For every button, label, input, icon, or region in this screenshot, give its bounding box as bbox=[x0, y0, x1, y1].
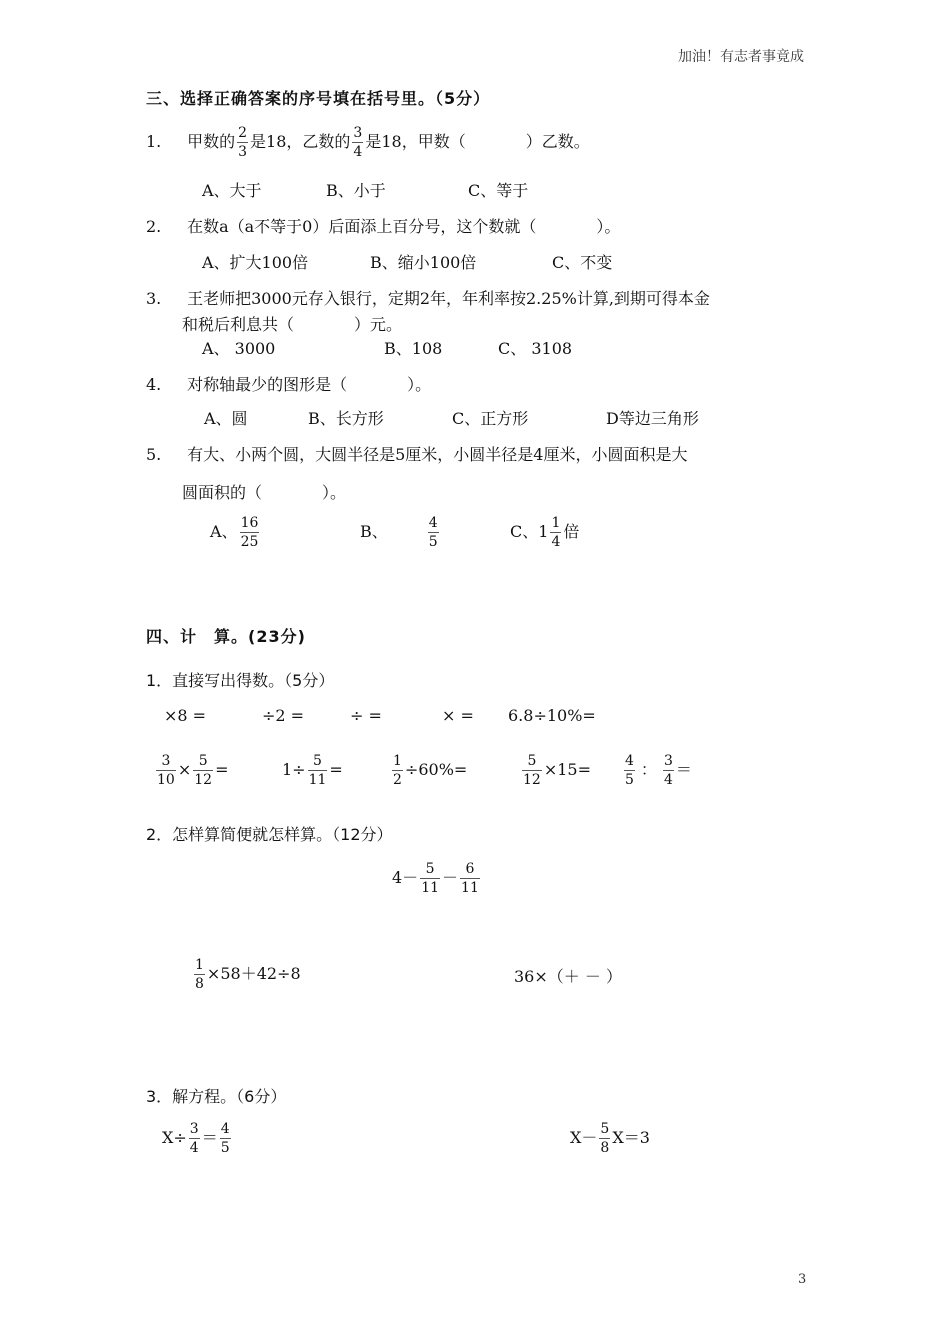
page-number: 3 bbox=[798, 1272, 807, 1287]
question-text: 有大、小两个圆，大圆半径是5厘米，小圆半径是4厘米，小圆面积是大 bbox=[187, 445, 688, 464]
question-text: 王老师把3000元存入银行，定期2年，年利率按2.25%计算,到期可得本金 bbox=[187, 289, 710, 308]
question-text: 是18，甲数（ bbox=[365, 132, 466, 151]
equation-2: X－ $\frac{5}{8}$ X＝3 bbox=[570, 1121, 650, 1156]
question-5 bbox=[146, 442, 687, 465]
q4-option-a: A、圆 bbox=[204, 409, 248, 428]
q3-option-c: C、 3108 bbox=[498, 339, 573, 358]
simplify-1: 4－ $\frac{5}{11}$ － $\frac{6}{11}$ bbox=[392, 861, 479, 896]
q4-option-c: C、正方形 bbox=[452, 409, 529, 428]
question-3 bbox=[146, 286, 710, 309]
question-text: ）。 bbox=[322, 483, 347, 502]
section-4-title: 四、计 算。(23分) bbox=[146, 627, 306, 646]
header-motto: 加油！有志者事竟成 bbox=[678, 49, 804, 65]
question-text: 是18，乙数的 bbox=[250, 132, 351, 151]
q5-option-b: B、 $\frac{4}{5}$ bbox=[360, 515, 438, 550]
calc-3: ÷ = bbox=[350, 706, 382, 725]
calc-2: ÷2 = bbox=[262, 706, 305, 725]
question-number: 5. bbox=[146, 445, 162, 464]
question-4 bbox=[146, 372, 431, 395]
question-text: 对称轴最少的图形是（ bbox=[187, 375, 348, 394]
simplify-2: $\frac{1}{8}$ ×58＋42÷8 bbox=[195, 957, 301, 992]
q2-option-b: B、缩小100倍 bbox=[370, 253, 477, 272]
q1-option-a: A、大于 bbox=[202, 181, 262, 200]
question-5-line-2 bbox=[182, 480, 346, 503]
question-text: 在数a（a不等于0）后面添上百分号，这个数就（ bbox=[187, 217, 537, 236]
q3-option-b: B、108 bbox=[384, 339, 443, 358]
question-text: 和税后利息共（ bbox=[182, 315, 295, 334]
question-2 bbox=[146, 214, 620, 237]
calc-5: 6.8÷10%= bbox=[508, 706, 596, 725]
q4-option-d: D等边三角形 bbox=[606, 409, 699, 428]
part-1-title: 1．直接写出得数。（5分） bbox=[146, 671, 335, 690]
q1-option-c: C、等于 bbox=[468, 181, 529, 200]
q3-option-a: A、 3000 bbox=[202, 339, 276, 358]
fraction: $\frac{3}{4}$ bbox=[353, 125, 363, 160]
question-text: 圆面积的（ bbox=[182, 483, 263, 502]
question-1 bbox=[146, 126, 590, 159]
question-text: ）元。 bbox=[354, 315, 403, 334]
question-number: 1. bbox=[146, 132, 162, 151]
question-3-line-2 bbox=[182, 312, 402, 335]
q2-option-c: C、不变 bbox=[552, 253, 613, 272]
calc-7: 1÷ $\frac{5}{11}$ = bbox=[282, 753, 343, 788]
q4-option-b: B、长方形 bbox=[308, 409, 384, 428]
question-text: 甲数的 bbox=[187, 132, 236, 151]
section-3-title: 三、选择正确答案的序号填在括号里。（5分） bbox=[146, 89, 491, 108]
q2-option-a: A、扩大100倍 bbox=[202, 253, 309, 272]
calc-9: $\frac{5}{12}$ ×15= bbox=[523, 753, 591, 788]
calc-6: $\frac{3}{10}$ × $\frac{5}{12}$ = bbox=[157, 753, 229, 788]
part-3-title: 3．解方程。（6分） bbox=[146, 1087, 287, 1106]
simplify-3: 36×（＋ － ） bbox=[514, 967, 622, 986]
fraction: $\frac{2}{3}$ bbox=[238, 125, 248, 160]
calc-8: $\frac{1}{2}$ ÷60%= bbox=[393, 753, 468, 788]
question-number: 2. bbox=[146, 217, 162, 236]
q5-option-c: C、1 $\frac{1}{4}$ 倍 bbox=[510, 515, 580, 550]
question-text: ）乙数。 bbox=[525, 132, 590, 151]
q1-option-b: B、小于 bbox=[326, 181, 386, 200]
calc-10: $\frac{4}{5}$ ： $\frac{3}{4}$ ＝ bbox=[625, 753, 692, 788]
question-number: 4. bbox=[146, 375, 162, 394]
calc-4: × = bbox=[442, 706, 474, 725]
calc-1: ×8 = bbox=[164, 706, 207, 725]
q5-option-a: A、 $\frac{16}{25}$ bbox=[210, 515, 259, 550]
part-2-title: 2．怎样算简便就怎样算。（12分） bbox=[146, 825, 393, 844]
question-text: ）。 bbox=[407, 375, 432, 394]
equation-1: X÷ $\frac{3}{4}$ ＝ $\frac{4}{5}$ bbox=[162, 1121, 230, 1156]
question-number: 3. bbox=[146, 289, 162, 308]
question-text: ）。 bbox=[596, 217, 621, 236]
